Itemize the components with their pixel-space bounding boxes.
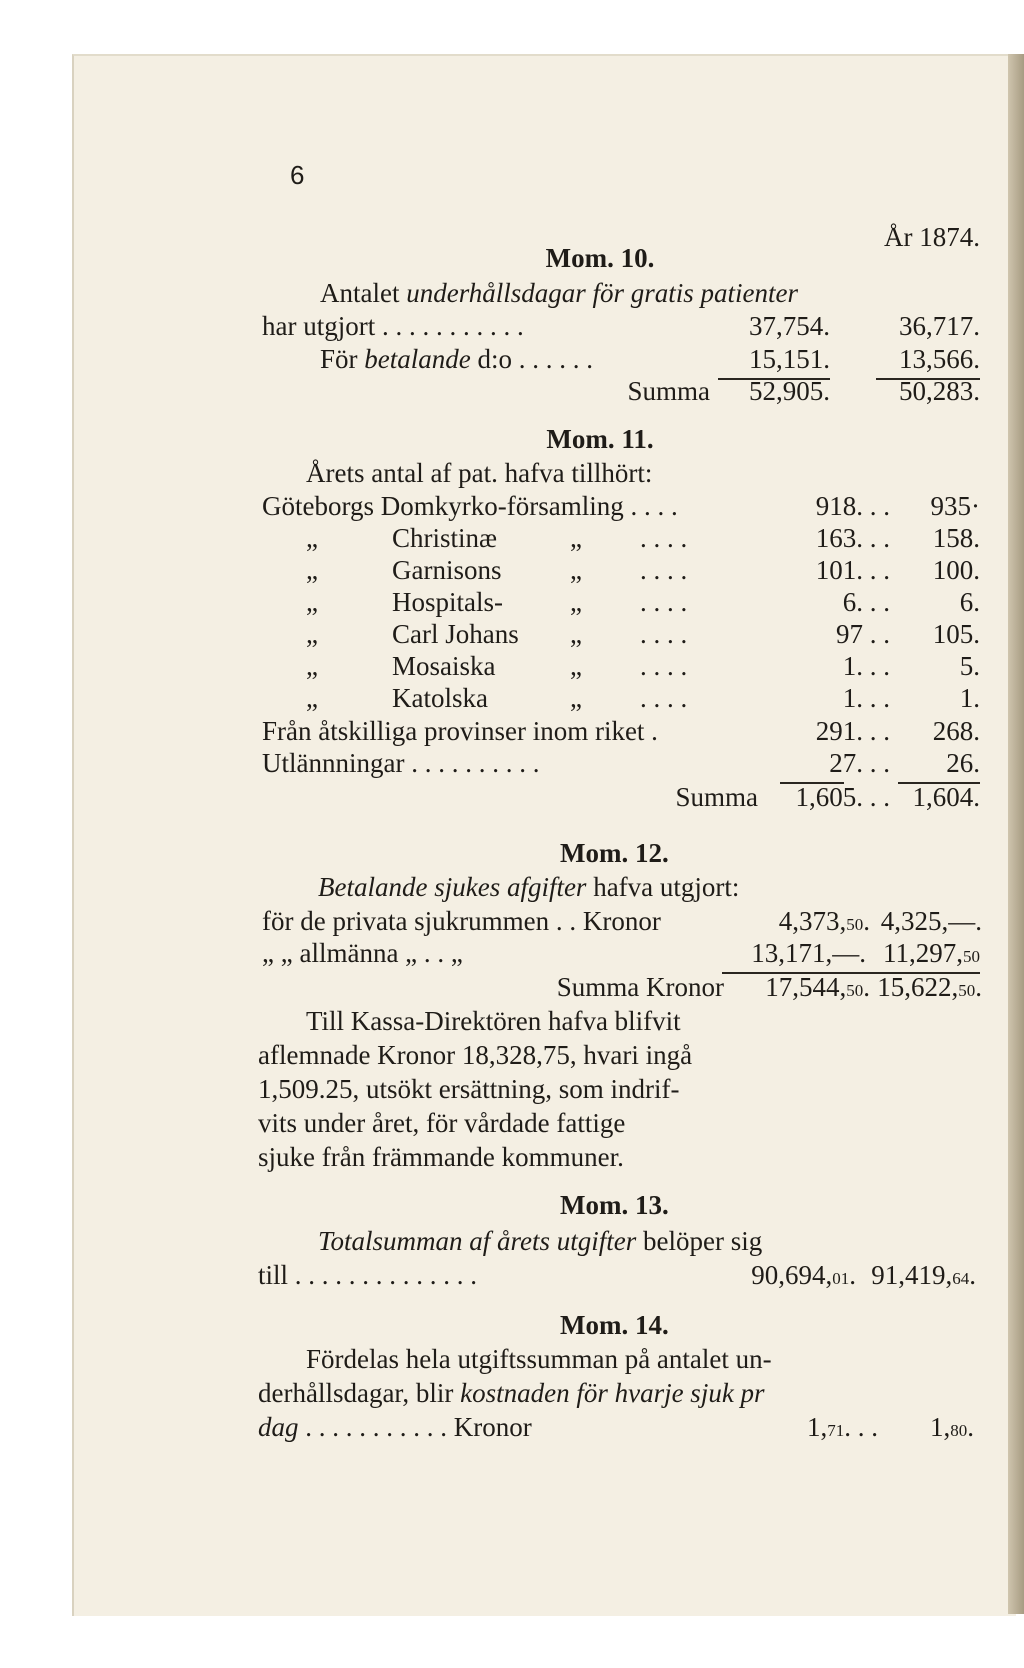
mom11-title: Mom. 11. [546, 424, 654, 454]
mom11-sum-v1: 1,605. . . [795, 782, 890, 812]
mom13-title: Mom. 13. [560, 1190, 669, 1220]
mom11-foreign-v1: 27. . . [829, 748, 890, 778]
parish-name: Garnisons [392, 555, 502, 585]
mom12-line1-v1: 4,373,50. [778, 906, 870, 936]
ditto-mark: „ [306, 683, 318, 713]
mom12-line2-v1: 13,171,—. [751, 938, 866, 968]
mom11-sum-label: Summa [675, 782, 758, 812]
mom11-parish-row [0, 619, 1024, 651]
leader-dots: . . . . [640, 523, 688, 553]
mom12-para-line: vits under året, för vårdade fattige [258, 1108, 626, 1138]
leader-dots: . . . . [640, 683, 688, 713]
parish-v1: 101. . . [815, 555, 890, 585]
parish-name: Mosaiska [392, 651, 496, 681]
mom13-v1: 90,694,01. [751, 1260, 856, 1290]
mom10-sum-v2: 50,283. [899, 376, 980, 406]
mom11-first-v2: 935· [930, 491, 980, 521]
mom11-parish-row [0, 587, 1024, 619]
parish-name: Katolska [392, 683, 488, 713]
mom11-foreign-v2: 26. [946, 748, 980, 778]
mom11-provinces-v1: 291. . . [815, 716, 890, 746]
year-header: År 1874. [884, 222, 980, 252]
parish-v1: 1. . . [842, 651, 890, 681]
mom12-line2-v2: 11,297,50 [883, 938, 980, 968]
ditto-mark: „ [306, 651, 318, 681]
mom10-sum-label: Summa [627, 376, 710, 406]
mom11-parish-row [0, 683, 1024, 715]
mom13-intro: Totalsumman af årets utgifter belöper sig [318, 1226, 763, 1256]
mom12-line2-label: „ „ allmänna „ . . „ [262, 938, 463, 968]
leader-dots: . . . . [640, 555, 688, 585]
ditto-mark: „ [570, 683, 582, 713]
mom10-line1-v2: 36,717. [899, 311, 980, 341]
mom11-provinces-label: Från åtskilliga provinser inom riket . [262, 716, 658, 746]
mom11-intro: Årets antal af pat. hafva tillhört: [306, 458, 653, 488]
mom10-title: Mom. 10. [545, 243, 655, 273]
ditto-mark: „ [306, 587, 318, 617]
leader-dots: . . . . [640, 587, 688, 617]
mom12-para-line: aflemnade Kronor 18,328,75, hvari ingå [258, 1040, 693, 1070]
mom12-sum-label: Summa Kronor [556, 972, 724, 1002]
page-number: 6 [290, 160, 305, 190]
ditto-mark: „ [306, 555, 318, 585]
mom12-line1-v2: 4,325,—. [880, 906, 982, 936]
mom11-parish-row [0, 651, 1024, 683]
mom12-intro: Betalande sjukes afgifter hafva utgjort: [318, 872, 740, 902]
ditto-mark: „ [570, 523, 582, 553]
parish-v2: 6. [959, 587, 980, 617]
mom10-line1-v1: 37,754. [749, 311, 830, 341]
parish-v2: 100. [932, 555, 980, 585]
parish-v2: 5. [959, 651, 980, 681]
mom14-title: Mom. 14. [560, 1310, 669, 1340]
parish-name: Carl Johans [392, 619, 519, 649]
mom11-first-label: Göteborgs Domkyrko-församling . . . . [262, 491, 678, 521]
mom10-sum-v1: 52,905. [749, 376, 830, 406]
leader-dots: . . . . [640, 651, 688, 681]
parish-v2: 1. [959, 683, 980, 713]
ditto-mark: „ [306, 523, 318, 553]
parish-v2: 158. [932, 523, 980, 553]
parish-v2: 105. [932, 619, 980, 649]
mom11-sum-v2: 1,604. [912, 782, 980, 812]
mom10-line2-label: För betalande d:o . . . . . . [320, 344, 594, 374]
mom10-intro: Antalet underhållsdagar för gratis patienter [320, 278, 799, 308]
ditto-mark: „ [570, 619, 582, 649]
parish-v1: 6. . . [842, 587, 890, 617]
mom14-v2: 1,80. [930, 1412, 974, 1442]
ditto-mark: „ [570, 555, 582, 585]
mom12-title: Mom. 12. [560, 838, 669, 868]
book-spine [1008, 54, 1024, 1614]
mom13-v2: 91,419,64. [871, 1260, 976, 1290]
parish-name: Christinæ [392, 523, 498, 553]
mom11-provinces-v2: 268. [932, 716, 980, 746]
mom11-parish-row [0, 555, 1024, 587]
mom12-sum-v2: 15,622,50. [877, 972, 982, 1002]
mom12-para-line: 1,509.25, utsökt ersättning, som indrif- [258, 1074, 680, 1104]
ditto-mark: „ [570, 651, 582, 681]
mom12-para-line: Till Kassa-Direktören hafva blifvit [306, 1006, 681, 1036]
mom11-foreign-label: Utlännningar . . . . . . . . . . [262, 748, 540, 778]
mom10-line2-v1: 15,151. [749, 344, 830, 374]
mom12-line1-label: för de privata sjukrummen . . Kronor [262, 906, 661, 936]
mom11-parish-row [0, 523, 1024, 555]
mom11-first-v1: 918. . . [815, 491, 890, 521]
mom12-para-line: sjuke från främmande kommuner. [258, 1142, 624, 1172]
parish-v1: 163. . . [815, 523, 890, 553]
parish-v1: 97 . . [836, 619, 890, 649]
leader-dots: . . . . [640, 619, 688, 649]
mom14-line3-label: dag . . . . . . . . . . . Kronor [258, 1412, 532, 1442]
mom14-line1: Fördelas hela utgiftssumman på antalet un- [306, 1344, 772, 1374]
mom13-line-label: till . . . . . . . . . . . . . . [258, 1260, 478, 1290]
mom14-line2: derhållsdagar, blir kostnaden för hvarje sjuk pr [258, 1378, 765, 1408]
parish-v1: 1. . . [842, 683, 890, 713]
mom10-line1-label: har utgjort . . . . . . . . . . . [262, 311, 524, 341]
mom10-line2-v2: 13,566. [899, 344, 980, 374]
ditto-mark: „ [306, 619, 318, 649]
mom12-sum-v1: 17,544,50. [765, 972, 870, 1002]
ditto-mark: „ [570, 587, 582, 617]
mom14-v1: 1,71. . . [807, 1412, 878, 1442]
parish-name: Hospitals- [392, 587, 503, 617]
